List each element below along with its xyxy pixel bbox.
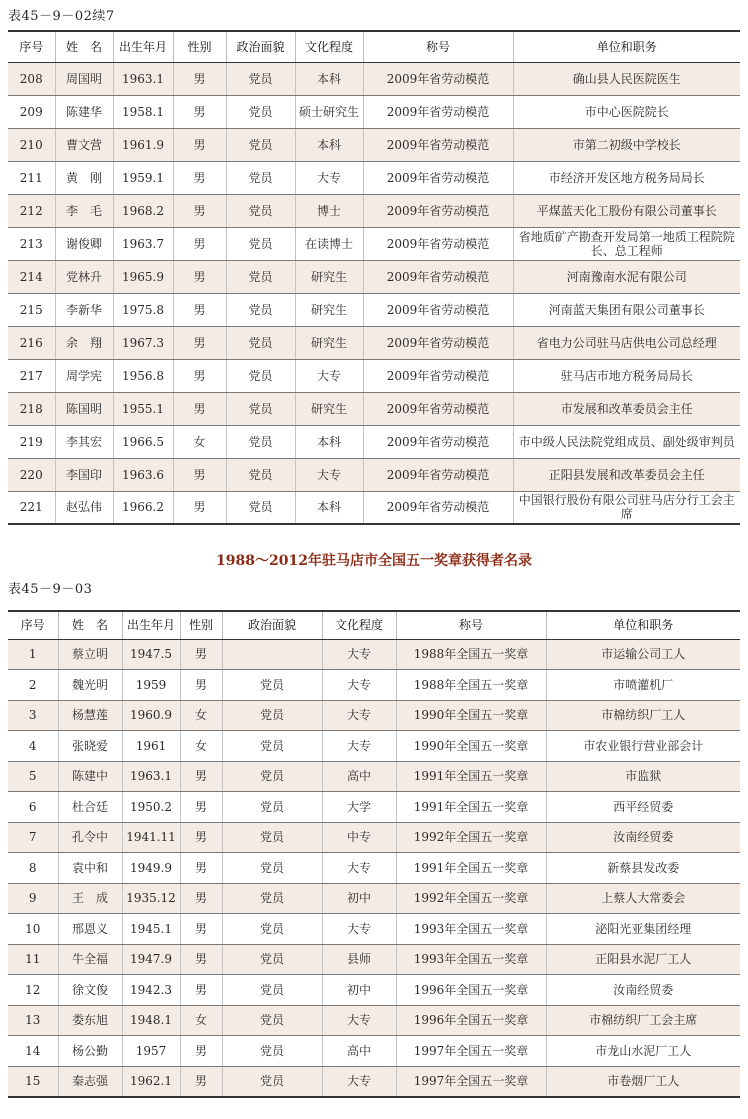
table-cell: 市龙山水泥厂工人 — [546, 1036, 740, 1067]
column-header: 文化程度 — [322, 611, 396, 639]
table-cell: 1993年全国五一奖章 — [396, 914, 546, 945]
model-workers-table — [8, 30, 740, 525]
table-cell: 大专 — [322, 700, 396, 731]
table-cell: 驻马店市地方税务局局长 — [513, 359, 740, 392]
table-cell: 研究生 — [295, 260, 363, 293]
table-cell: 泌阳光亚集团经理 — [546, 914, 740, 945]
table-cell: 1959 — [122, 670, 180, 701]
table-cell: 1991年全国五一奖章 — [396, 761, 546, 792]
table-cell: 2009年省劳动模范 — [363, 194, 513, 227]
table-cell: 1996年全国五一奖章 — [396, 1005, 546, 1036]
table-cell: 在读博士 — [295, 227, 363, 260]
column-header: 政治面貌 — [226, 31, 295, 62]
table-cell: 8 — [8, 853, 58, 884]
table-cell: 研究生 — [295, 326, 363, 359]
table-cell: 2009年省劳动模范 — [363, 161, 513, 194]
table-cell: 本科 — [295, 62, 363, 95]
table-cell: 党林升 — [55, 260, 113, 293]
table-cell: 本科 — [295, 128, 363, 161]
table-cell: 李其宏 — [55, 425, 113, 458]
table-cell: 袁中和 — [58, 853, 122, 884]
table-cell: 9 — [8, 883, 58, 914]
table-cell: 男 — [180, 822, 222, 853]
table-cell: 本科 — [295, 491, 363, 524]
table-cell: 10 — [8, 914, 58, 945]
table-cell: 蔡立明 — [58, 639, 122, 670]
table-cell: 1961 — [122, 731, 180, 762]
table-row — [8, 161, 740, 194]
table-cell: 党员 — [222, 1036, 322, 1067]
table-cell: 217 — [8, 359, 55, 392]
table-cell: 市农业银行营业部会计 — [546, 731, 740, 762]
table-cell: 党员 — [226, 95, 295, 128]
table-cell: 大专 — [322, 853, 396, 884]
table-row — [8, 326, 740, 359]
table-cell: 大学 — [322, 792, 396, 823]
table-cell: 党员 — [226, 359, 295, 392]
header-row — [8, 611, 740, 639]
table-cell: 男 — [173, 227, 226, 260]
table-cell: 1991年全国五一奖章 — [396, 792, 546, 823]
table-row — [8, 1005, 740, 1036]
column-header: 政治面貌 — [222, 611, 322, 639]
table-cell: 11 — [8, 944, 58, 975]
table-cell: 秦志强 — [58, 1066, 122, 1097]
table-cell: 党员 — [222, 944, 322, 975]
table-cell: 中国银行股份有限公司驻马店分行工会主席 — [513, 491, 740, 524]
table-cell: 党员 — [222, 792, 322, 823]
column-header: 文化程度 — [295, 31, 363, 62]
table-cell: 汝南经贸委 — [546, 975, 740, 1006]
table-cell: 13 — [8, 1005, 58, 1036]
table-cell: 谢俊卿 — [55, 227, 113, 260]
table-cell: 市经济开发区地方税务局局长 — [513, 161, 740, 194]
table-row — [8, 761, 740, 792]
table-cell: 河南蓝天集团有限公司董事长 — [513, 293, 740, 326]
table-cell: 汝南经贸委 — [546, 822, 740, 853]
table-cell: 男 — [173, 293, 226, 326]
column-header: 序号 — [8, 31, 55, 62]
table-cell: 陈国明 — [55, 392, 113, 425]
column-header: 姓 名 — [58, 611, 122, 639]
table-row — [8, 822, 740, 853]
column-header: 性别 — [180, 611, 222, 639]
table-cell: 研究生 — [295, 293, 363, 326]
table-cell: 2009年省劳动模范 — [363, 62, 513, 95]
table-cell: 215 — [8, 293, 55, 326]
table-cell: 男 — [180, 975, 222, 1006]
table-cell: 党员 — [222, 1066, 322, 1097]
table-cell: 杨公勤 — [58, 1036, 122, 1067]
table-cell: 市中级人民法院党组成员、副处级审判员 — [513, 425, 740, 458]
table-cell: 1949.9 — [122, 853, 180, 884]
table-cell: 平煤蓝天化工股份有限公司董事长 — [513, 194, 740, 227]
table-cell: 15 — [8, 1066, 58, 1097]
table-cell: 市发展和改革委员会主任 — [513, 392, 740, 425]
table-row — [8, 392, 740, 425]
table-row — [8, 731, 740, 762]
table-cell: 杨慧莲 — [58, 700, 122, 731]
table-cell: 陈建华 — [55, 95, 113, 128]
table-cell: 5 — [8, 761, 58, 792]
table-cell: 男 — [173, 194, 226, 227]
table-cell: 1966.2 — [113, 491, 173, 524]
table-cell: 男 — [173, 392, 226, 425]
table-cell: 党员 — [226, 458, 295, 491]
table-cell: 1992年全国五一奖章 — [396, 883, 546, 914]
table-cell: 1997年全国五一奖章 — [396, 1036, 546, 1067]
table-cell: 2009年省劳动模范 — [363, 95, 513, 128]
table-cell: 1942.3 — [122, 975, 180, 1006]
table-cell: 1963.1 — [122, 761, 180, 792]
table-cell: 1958.1 — [113, 95, 173, 128]
table-cell: 中专 — [322, 822, 396, 853]
table-cell: 男 — [180, 914, 222, 945]
table-cell: 黄 刚 — [55, 161, 113, 194]
table-cell: 牛全福 — [58, 944, 122, 975]
table-cell: 1947.5 — [122, 639, 180, 670]
table-cell: 硕士研究生 — [295, 95, 363, 128]
column-header: 出生年月 — [122, 611, 180, 639]
table-cell: 党员 — [222, 670, 322, 701]
table-row — [8, 975, 740, 1006]
table-row — [8, 639, 740, 670]
table-cell: 党员 — [222, 822, 322, 853]
table-cell: 初中 — [322, 975, 396, 1006]
table-cell: 1968.2 — [113, 194, 173, 227]
table-cell: 男 — [173, 128, 226, 161]
table-cell: 女 — [180, 731, 222, 762]
table-row — [8, 1036, 740, 1067]
table-cell: 女 — [180, 700, 222, 731]
table-caption-45-9-02: 表45－9－02续7 — [8, 9, 115, 24]
table-row — [8, 95, 740, 128]
table-cell: 初中 — [322, 883, 396, 914]
table-cell: 210 — [8, 128, 55, 161]
table-cell: 党员 — [226, 392, 295, 425]
table-row — [8, 128, 740, 161]
table-cell: 2009年省劳动模范 — [363, 491, 513, 524]
table-row — [8, 425, 740, 458]
table-cell: 党员 — [226, 161, 295, 194]
table-cell: 杜合廷 — [58, 792, 122, 823]
table-cell: 省电力公司驻马店供电公司总经理 — [513, 326, 740, 359]
table-cell: 陈建中 — [58, 761, 122, 792]
table-row — [8, 1066, 740, 1097]
table-row — [8, 944, 740, 975]
table-cell: 周国明 — [55, 62, 113, 95]
section-title: 1988～2012年驻马店市全国五一奖章获得者名录 — [216, 553, 532, 569]
table-cell: 博士 — [295, 194, 363, 227]
table-cell: 邢恩义 — [58, 914, 122, 945]
table-row — [8, 670, 740, 701]
table-cell: 1945.1 — [122, 914, 180, 945]
table-cell: 1990年全国五一奖章 — [396, 700, 546, 731]
table-cell: 男 — [173, 95, 226, 128]
table-row — [8, 914, 740, 945]
table-cell: 大专 — [295, 359, 363, 392]
table-cell: 市卷烟厂工人 — [546, 1066, 740, 1097]
table-row — [8, 853, 740, 884]
table-cell: 男 — [173, 359, 226, 392]
table-cell: 大专 — [322, 731, 396, 762]
table-cell: 李 毛 — [55, 194, 113, 227]
table-cell: 张晓爱 — [58, 731, 122, 762]
table-cell: 女 — [173, 425, 226, 458]
column-header: 单位和职务 — [546, 611, 740, 639]
table-cell: 娄东旭 — [58, 1005, 122, 1036]
column-header: 序号 — [8, 611, 58, 639]
table-cell: 党员 — [222, 975, 322, 1006]
table-cell: 1961.9 — [113, 128, 173, 161]
table-cell: 1988年全国五一奖章 — [396, 670, 546, 701]
table-cell: 党员 — [226, 491, 295, 524]
table-row — [8, 458, 740, 491]
table-cell: 2 — [8, 670, 58, 701]
table-cell: 男 — [180, 944, 222, 975]
table-cell: 1956.8 — [113, 359, 173, 392]
header-row — [8, 31, 740, 62]
table-cell: 1963.6 — [113, 458, 173, 491]
table-cell: 男 — [180, 639, 222, 670]
table-cell: 市棉纺织厂工会主席 — [546, 1005, 740, 1036]
table-cell: 男 — [180, 1036, 222, 1067]
table-row — [8, 194, 740, 227]
table-cell: 2009年省劳动模范 — [363, 359, 513, 392]
table-cell: 男 — [180, 853, 222, 884]
table-cell: 大专 — [322, 670, 396, 701]
table-cell: 208 — [8, 62, 55, 95]
table-cell: 12 — [8, 975, 58, 1006]
table-cell: 1959.1 — [113, 161, 173, 194]
table-cell: 213 — [8, 227, 55, 260]
table-cell: 211 — [8, 161, 55, 194]
table-cell: 赵弘伟 — [55, 491, 113, 524]
table-cell: 党员 — [222, 1005, 322, 1036]
table-cell: 党员 — [222, 853, 322, 884]
table-cell: 女 — [180, 1005, 222, 1036]
table-cell: 党员 — [226, 62, 295, 95]
table-cell: 1991年全国五一奖章 — [396, 853, 546, 884]
table-cell: 209 — [8, 95, 55, 128]
table-row — [8, 260, 740, 293]
table-cell: 本科 — [295, 425, 363, 458]
table-cell: 1957 — [122, 1036, 180, 1067]
table-cell: 2009年省劳动模范 — [363, 326, 513, 359]
table-cell: 曹文营 — [55, 128, 113, 161]
table-cell: 河南豫南水泥有限公司 — [513, 260, 740, 293]
table-cell: 1993年全国五一奖章 — [396, 944, 546, 975]
table-cell: 男 — [180, 1066, 222, 1097]
table-cell: 2009年省劳动模范 — [363, 425, 513, 458]
table-cell: 220 — [8, 458, 55, 491]
table-cell — [222, 639, 322, 670]
table-cell: 2009年省劳动模范 — [363, 293, 513, 326]
table-cell: 王 成 — [58, 883, 122, 914]
table-cell: 212 — [8, 194, 55, 227]
table-cell: 2009年省劳动模范 — [363, 392, 513, 425]
table-cell: 党员 — [226, 293, 295, 326]
table-cell: 男 — [173, 260, 226, 293]
table-cell: 党员 — [222, 914, 322, 945]
table-cell: 新蔡县发改委 — [546, 853, 740, 884]
table-cell: 6 — [8, 792, 58, 823]
table-cell: 上蔡人大常委会 — [546, 883, 740, 914]
table-header — [8, 31, 740, 62]
table-cell: 218 — [8, 392, 55, 425]
table-cell: 党员 — [226, 194, 295, 227]
table-row — [8, 227, 740, 260]
table-cell: 3 — [8, 700, 58, 731]
table-cell: 1955.1 — [113, 392, 173, 425]
table-cell: 1950.2 — [122, 792, 180, 823]
table-cell: 2009年省劳动模范 — [363, 260, 513, 293]
table-cell: 男 — [173, 62, 226, 95]
table-cell: 2009年省劳动模范 — [363, 458, 513, 491]
table-cell: 男 — [173, 491, 226, 524]
table-cell: 1963.7 — [113, 227, 173, 260]
table-row — [8, 62, 740, 95]
table-cell: 确山县人民医院医生 — [513, 62, 740, 95]
table-cell: 大专 — [295, 458, 363, 491]
table-cell: 2009年省劳动模范 — [363, 227, 513, 260]
table-cell: 1967.3 — [113, 326, 173, 359]
table-cell: 党员 — [226, 326, 295, 359]
table-cell: 1997年全国五一奖章 — [396, 1066, 546, 1097]
table-cell: 余 翔 — [55, 326, 113, 359]
table-cell: 高中 — [322, 761, 396, 792]
table-cell: 党员 — [222, 761, 322, 792]
table-cell: 2009年省劳动模范 — [363, 128, 513, 161]
table-cell: 1962.1 — [122, 1066, 180, 1097]
table-cell: 大专 — [322, 1005, 396, 1036]
table-cell: 男 — [180, 883, 222, 914]
table-cell: 党员 — [226, 227, 295, 260]
table-cell: 4 — [8, 731, 58, 762]
table-cell: 正阳县水泥厂工人 — [546, 944, 740, 975]
table-cell: 李国印 — [55, 458, 113, 491]
table-row — [8, 883, 740, 914]
table-cell: 1963.1 — [113, 62, 173, 95]
table-cell: 219 — [8, 425, 55, 458]
table-cell: 221 — [8, 491, 55, 524]
table-cell: 党员 — [226, 260, 295, 293]
table-cell: 孔令中 — [58, 822, 122, 853]
table-cell: 党员 — [222, 700, 322, 731]
table-cell: 1992年全国五一奖章 — [396, 822, 546, 853]
table-row — [8, 293, 740, 326]
table-cell: 1 — [8, 639, 58, 670]
table-cell: 1960.9 — [122, 700, 180, 731]
table-cell: 1941.11 — [122, 822, 180, 853]
column-header: 出生年月 — [113, 31, 173, 62]
table-cell: 男 — [180, 761, 222, 792]
table-cell: 214 — [8, 260, 55, 293]
table-cell: 1996年全国五一奖章 — [396, 975, 546, 1006]
table-cell: 正阳县发展和改革委员会主任 — [513, 458, 740, 491]
table-cell: 研究生 — [295, 392, 363, 425]
table-body — [8, 62, 740, 524]
column-header: 姓 名 — [55, 31, 113, 62]
column-header: 称号 — [396, 611, 546, 639]
table-cell: 1990年全国五一奖章 — [396, 731, 546, 762]
table-cell: 大专 — [322, 639, 396, 670]
table-header — [8, 611, 740, 639]
column-header: 单位和职务 — [513, 31, 740, 62]
table-row — [8, 491, 740, 524]
table-cell: 大专 — [322, 914, 396, 945]
column-header: 性别 — [173, 31, 226, 62]
table-caption-45-9-03: 表45－9－03 — [8, 582, 93, 597]
column-header: 称号 — [363, 31, 513, 62]
table-cell: 党员 — [226, 128, 295, 161]
table-cell: 1947.9 — [122, 944, 180, 975]
table-cell: 高中 — [322, 1036, 396, 1067]
may-day-medal-table — [8, 610, 740, 1098]
table-cell: 1988年全国五一奖章 — [396, 639, 546, 670]
table-cell: 市运输公司工人 — [546, 639, 740, 670]
table-cell: 男 — [173, 458, 226, 491]
table-cell: 县师 — [322, 944, 396, 975]
table-cell: 省地质矿产勘查开发局第一地质工程院院长、总工程师 — [513, 227, 740, 260]
table-cell: 市中心医院院长 — [513, 95, 740, 128]
table-cell: 1965.9 — [113, 260, 173, 293]
table-cell: 1966.5 — [113, 425, 173, 458]
table-row — [8, 700, 740, 731]
table-body — [8, 639, 740, 1097]
table-cell: 周学宪 — [55, 359, 113, 392]
table-cell: 市喷灌机厂 — [546, 670, 740, 701]
table-cell: 大专 — [295, 161, 363, 194]
table-row — [8, 792, 740, 823]
table-cell: 1935.12 — [122, 883, 180, 914]
table-cell: 男 — [173, 161, 226, 194]
table-cell: 徐文俊 — [58, 975, 122, 1006]
table-cell: 男 — [180, 670, 222, 701]
table-cell: 市监狱 — [546, 761, 740, 792]
table-cell: 14 — [8, 1036, 58, 1067]
table-cell: 西平经贸委 — [546, 792, 740, 823]
table-cell: 魏光明 — [58, 670, 122, 701]
table-cell: 党员 — [226, 425, 295, 458]
table-cell: 男 — [180, 792, 222, 823]
table-cell: 7 — [8, 822, 58, 853]
table-cell: 党员 — [222, 731, 322, 762]
table-cell: 市第二初级中学校长 — [513, 128, 740, 161]
table-cell: 李新华 — [55, 293, 113, 326]
table-cell: 1948.1 — [122, 1005, 180, 1036]
table-cell: 党员 — [222, 883, 322, 914]
table-cell: 1975.8 — [113, 293, 173, 326]
table-cell: 市棉纺织厂工人 — [546, 700, 740, 731]
table-cell: 216 — [8, 326, 55, 359]
table-row — [8, 359, 740, 392]
table-cell: 大专 — [322, 1066, 396, 1097]
table-cell: 男 — [173, 326, 226, 359]
